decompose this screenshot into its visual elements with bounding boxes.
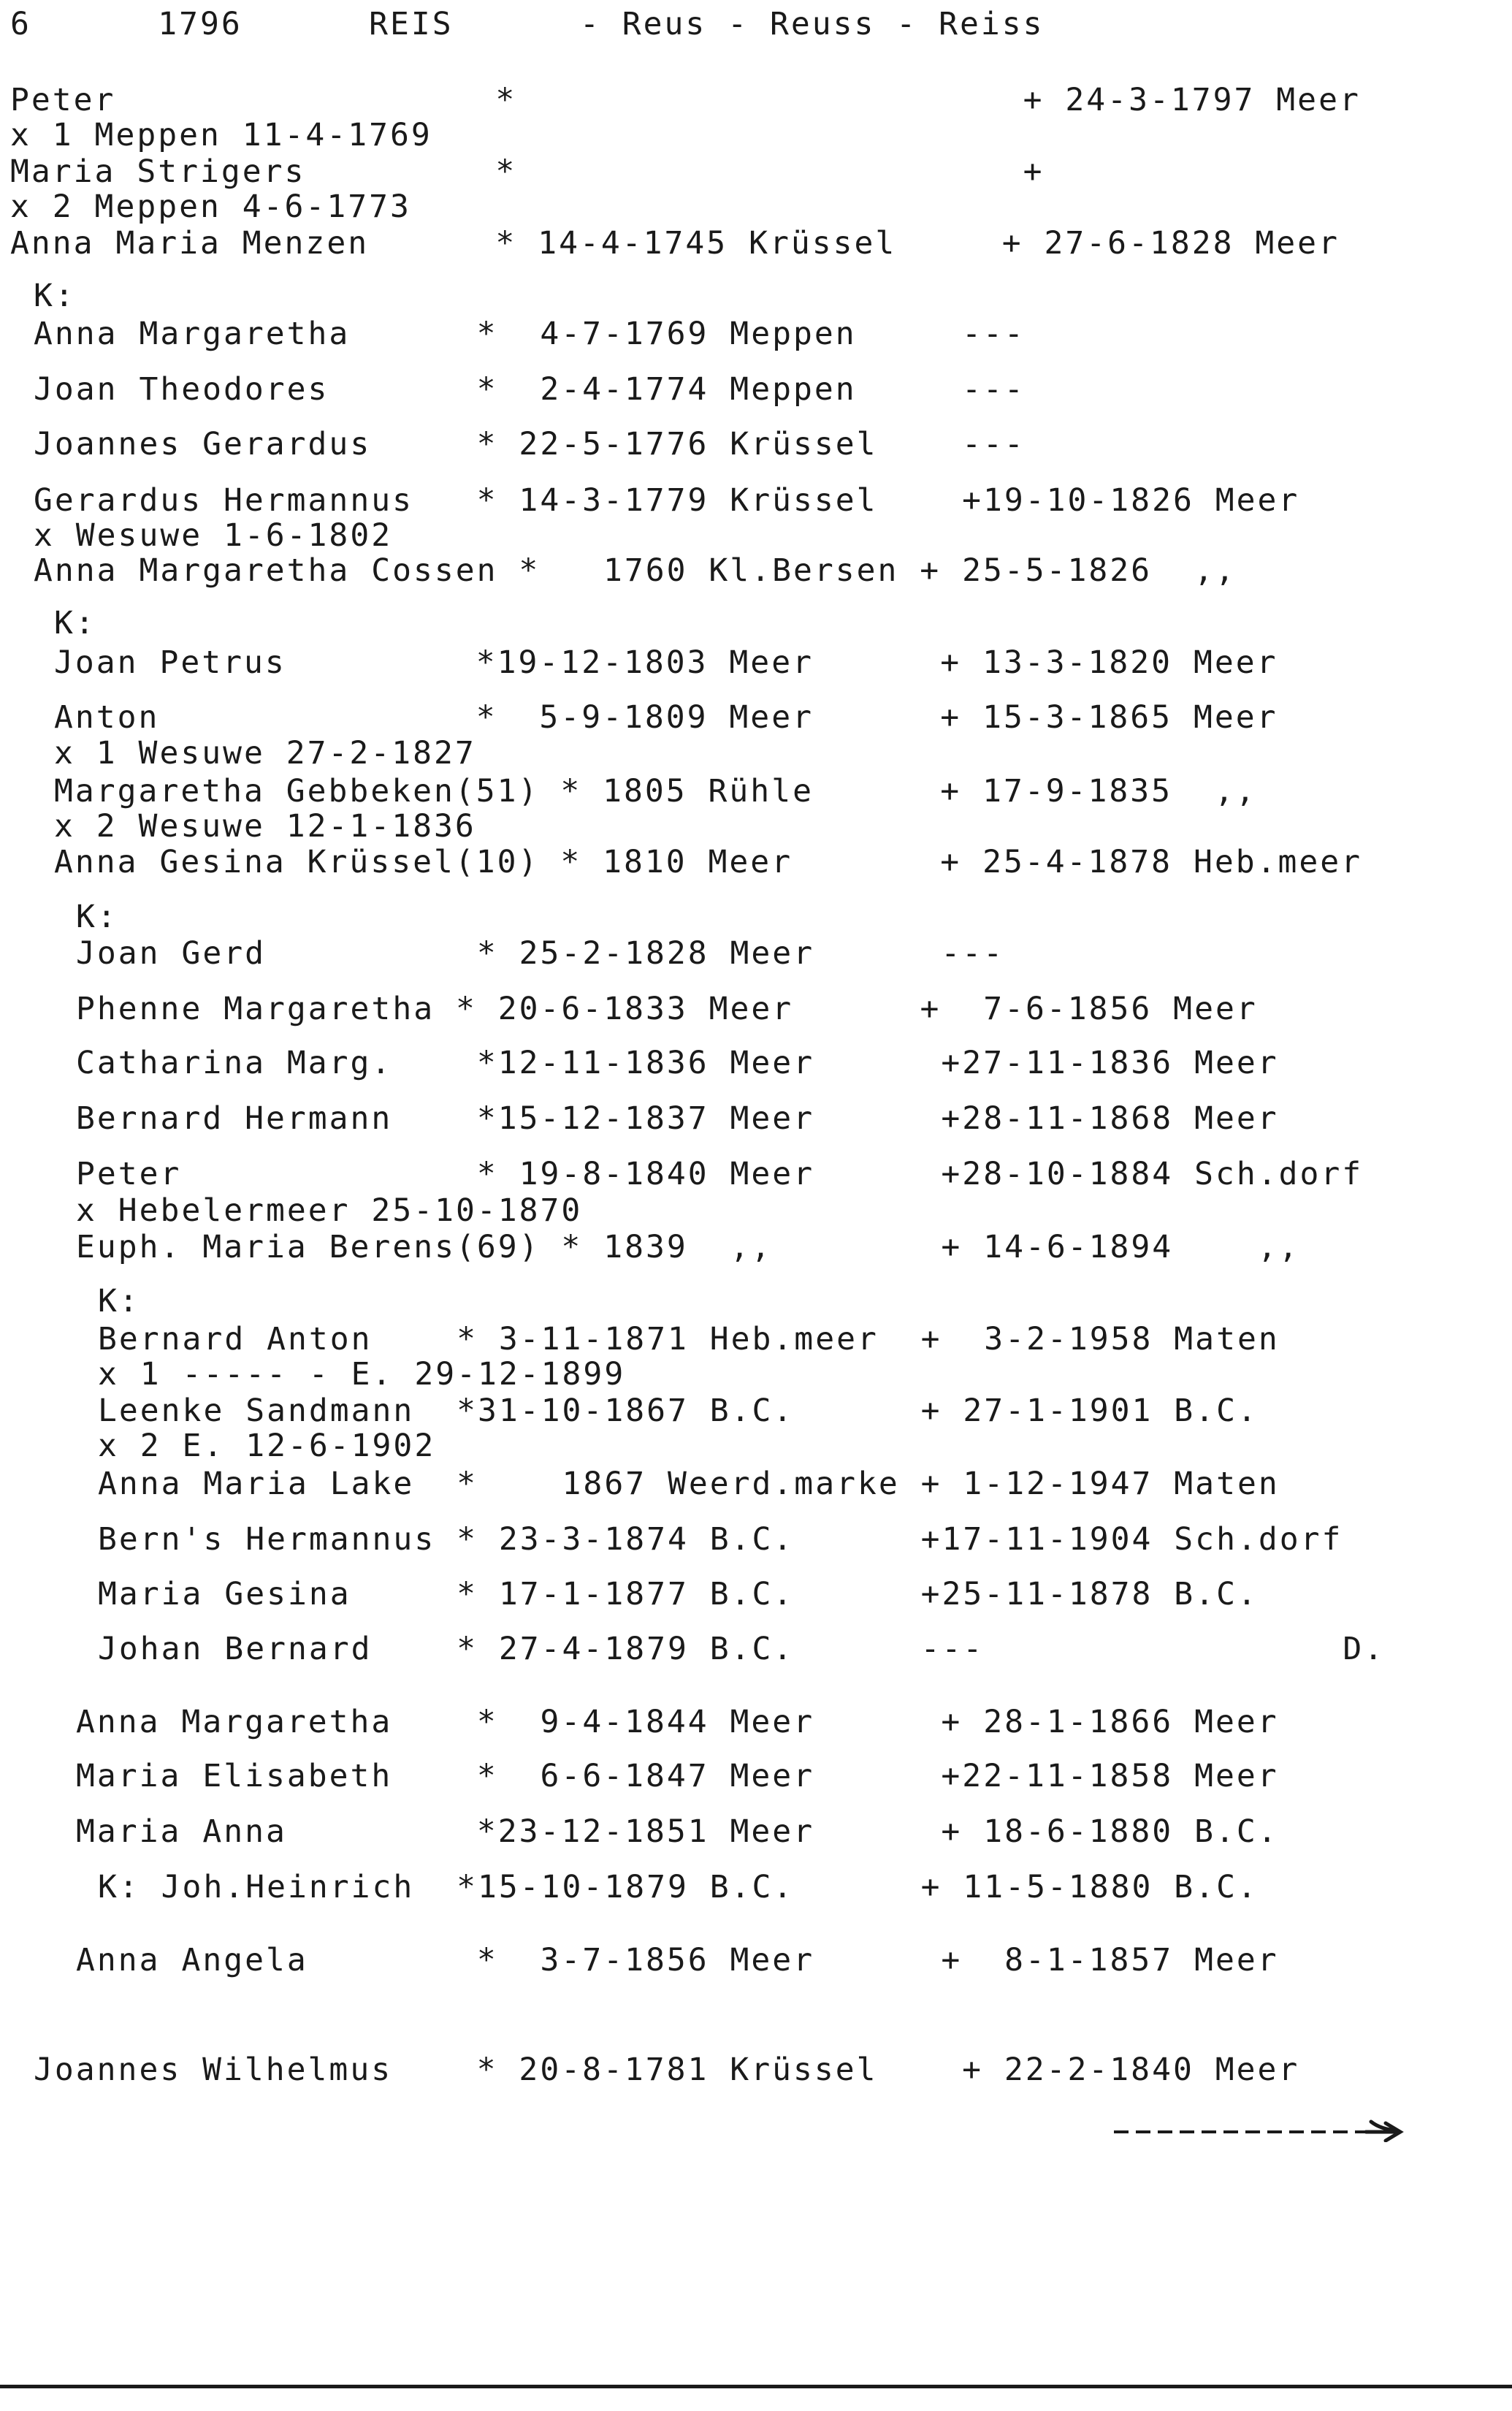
record-line: Bern's Hermannus * 23-3-1874 B.C. +17-11-1904 Sch.dorf xyxy=(98,1521,1343,1558)
record-line: Joan Petrus *19-12-1803 Meer + 13-3-1820 Meer xyxy=(54,644,1278,681)
page-bottom-rule xyxy=(0,2385,1512,2388)
record-line: Phenne Margaretha * 20-6-1833 Meer + 7-6-1856 Meer xyxy=(76,991,1258,1027)
record-line: Joannes Gerardus * 22-5-1776 Krüssel --- xyxy=(34,426,1026,462)
record-line: Leenke Sandmann *31-10-1867 B.C. + 27-1-1901 B.C. xyxy=(98,1393,1259,1429)
marriage-line: x 2 Wesuwe 12-1-1836 xyxy=(54,808,476,845)
page-header: 6 1796 REIS - Reus - Reuss - Reiss xyxy=(10,6,1045,42)
record-line: Peter * 19-8-1840 Meer +28-10-1884 Sch.dorf xyxy=(76,1156,1364,1192)
record-line: Anton * 5-9-1809 Meer + 15-3-1865 Meer xyxy=(54,699,1278,736)
marriage-line: x 1 Wesuwe 27-2-1827 xyxy=(54,735,476,772)
record-line: Anna Gesina Krüssel(10) * 1810 Meer + 25-4-1878 Heb.meer xyxy=(54,844,1363,880)
marriage-line: x Hebelermeer 25-10-1870 xyxy=(76,1192,583,1229)
record-line: Joannes Wilhelmus * 20-8-1781 Krüssel + 22-2-1840 Meer xyxy=(34,2052,1300,2088)
marriage-line: x 1 ----- - E. 29-12-1899 xyxy=(98,1356,626,1393)
record-line: Bernard Anton * 3-11-1871 Heb.meer + 3-2-1958 Maten xyxy=(98,1321,1280,1357)
record-line: Euph. Maria Berens(69) * 1839 ,, + 14-6-1894 ,, xyxy=(76,1229,1300,1265)
record-line: Johan Bernard * 27-4-1879 B.C. --- D. xyxy=(98,1631,1386,1667)
record-line: Maria Elisabeth * 6-6-1847 Meer +22-11-1858 Meer xyxy=(76,1758,1279,1794)
children-heading: K: xyxy=(54,605,96,641)
record-line: Anna Margaretha * 9-4-1844 Meer + 28-1-1866 Meer xyxy=(76,1704,1279,1740)
record-line: Bernard Hermann *15-12-1837 Meer +28-11-1868 Meer xyxy=(76,1100,1279,1137)
record-line: Anna Margaretha Cossen * 1760 Kl.Bersen + 25-5-1826 ,, xyxy=(34,552,1237,589)
continuation-arrow-icon xyxy=(1114,2113,1421,2142)
record-line: Maria Gesina * 17-1-1877 B.C. +25-11-1878 B.C. xyxy=(98,1576,1259,1612)
marriage-line: x 2 Meppen 4-6-1773 xyxy=(10,188,411,225)
record-line: Joan Gerd * 25-2-1828 Meer --- xyxy=(76,935,1005,972)
children-heading: K: xyxy=(34,278,76,314)
marriage-line: x 1 Meppen 11-4-1769 xyxy=(10,117,432,153)
record-line: Gerardus Hermannus * 14-3-1779 Krüssel +19-10-1826 Meer xyxy=(34,482,1300,519)
marriage-line: x 2 E. 12-6-1902 xyxy=(98,1428,436,1464)
record-line: Margaretha Gebbeken(51) * 1805 Rühle + 17-9-1835 ,, xyxy=(54,773,1257,810)
marriage-line: x Wesuwe 1-6-1802 xyxy=(34,517,393,554)
record-line: Catharina Marg. *12-11-1836 Meer +27-11-1836 Meer xyxy=(76,1045,1279,1081)
record-line: Maria Strigers * + xyxy=(10,153,1045,190)
record-line: Anna Margaretha * 4-7-1769 Meppen --- xyxy=(34,316,1026,352)
record-line: Joan Theodores * 2-4-1774 Meppen --- xyxy=(34,371,1026,408)
record-line: Anna Maria Lake * 1867 Weerd.marke + 1-12-1947 Maten xyxy=(98,1466,1280,1502)
record-line: Anna Angela * 3-7-1856 Meer + 8-1-1857 Meer xyxy=(76,1942,1279,1978)
record-line: Maria Anna *23-12-1851 Meer + 18-6-1880 B.C. xyxy=(76,1813,1279,1850)
children-heading: K: xyxy=(76,899,118,935)
children-heading: K: xyxy=(98,1283,140,1319)
record-line: Anna Maria Menzen * 14-4-1745 Krüssel + 27-6-1828 Meer xyxy=(10,225,1340,262)
record-line: K: Joh.Heinrich *15-10-1879 B.C. + 11-5-1880 B.C. xyxy=(98,1869,1259,1905)
record-line: Peter * + 24-3-1797 Meer xyxy=(10,82,1361,118)
